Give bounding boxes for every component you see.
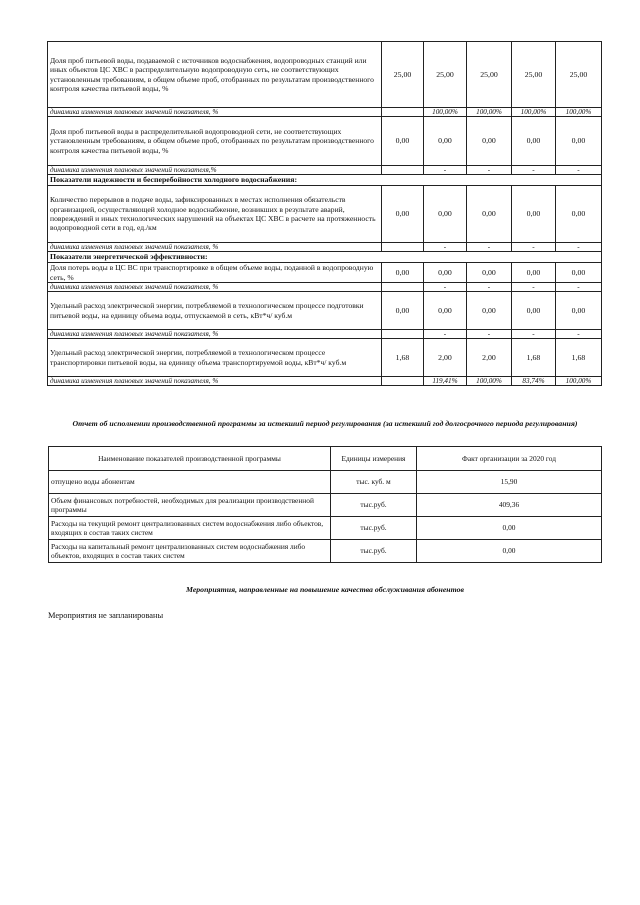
indicators-table [47,41,602,386]
header-name: Наименование показателей производственной программы [49,447,331,471]
indicator-value: 2,00 [467,339,512,377]
indicator-value: - [556,166,602,175]
indicator-description: Удельный расход электрической энергии, потребляемой в технологическом процессе транспортировки питьевой воды, на единицу объема транспортируемой воды, кВт*ч/ куб.м [48,339,382,377]
indicator-value: 100,00% [467,377,512,386]
indicator-value: 0,00 [382,117,424,166]
indicator-value: 25,00 [512,42,556,108]
dynamics-label: динамика изменения плановых значений показателя, % [48,243,382,252]
measures-note: Мероприятия не запланированы [48,611,164,620]
report-row-value: 0,00 [417,540,602,563]
report-row-name: Расходы на капитальный ремонт централизованных систем водоснабжения либо объектов, входящих в состав таких систем [49,540,331,563]
header-unit: Единицы измерения [331,447,417,471]
indicator-value: 2,00 [424,339,467,377]
indicator-value: 25,00 [556,42,602,108]
indicator-description: Доля потерь воды в ЦС ВС при транспортировке в общем объеме воды, поданной в водопроводную сеть, % [48,263,382,283]
dynamics-label: динамика изменения плановых значений показателя, % [48,108,382,117]
indicator-value: 0,00 [556,117,602,166]
report-row [49,471,602,494]
measures-title: Мероприятия, направленные на повышение качества обслуживания абонентов [186,585,464,594]
indicator-value: - [467,243,512,252]
indicator-value: - [512,330,556,339]
indicator-row [48,292,602,330]
report-row-value: 409,36 [417,494,602,517]
indicator-value: 1,68 [512,339,556,377]
indicator-value: 0,00 [424,292,467,330]
indicator-value: 0,00 [424,117,467,166]
dynamics-row [48,243,602,252]
indicator-value: 25,00 [382,42,424,108]
indicator-value: - [424,283,467,292]
dynamics-label: динамика изменения плановых значений показателя, % [48,283,382,292]
section-header-row [48,175,602,186]
indicator-value: 1,68 [556,339,602,377]
indicator-value: 100,00% [512,108,556,117]
indicator-value: 83,74% [512,377,556,386]
indicator-value [382,243,424,252]
indicator-value: - [424,166,467,175]
indicator-value: 100,00% [556,377,602,386]
indicator-value: 25,00 [467,42,512,108]
indicator-value: 0,00 [556,263,602,283]
report-row [49,540,602,563]
indicator-value: 0,00 [467,186,512,243]
dynamics-row [48,166,602,175]
report-title: Отчет об исполнении производственной программы за истекший период регулирования (за истекший год долгосрочного периода регулирования) [72,419,578,428]
indicator-value [382,108,424,117]
report-table [48,446,602,563]
indicator-value: 0,00 [424,263,467,283]
indicator-value: 100,00% [424,108,467,117]
indicator-value: - [512,166,556,175]
report-row [49,517,602,540]
indicator-row [48,263,602,283]
dynamics-row [48,108,602,117]
indicator-row [48,186,602,243]
indicator-row [48,42,602,108]
section-header-row [48,252,602,263]
report-row-unit: тыс.руб. [331,517,417,540]
indicator-value: 119,41% [424,377,467,386]
indicator-value: - [556,283,602,292]
dynamics-row [48,283,602,292]
indicator-value: - [467,283,512,292]
indicator-description: Доля проб питьевой воды, подаваемой с источников водоснабжения, водопроводных станций или иных объектов ЦС ХВС в распределительную водопроводную сеть, не соответствующих установленным требованиям, в общем объеме проб, отобранных по результатам производственного контроля качества питьевой воды, % [48,42,382,108]
indicator-value: 0,00 [467,263,512,283]
indicator-value: 0,00 [512,292,556,330]
indicator-row [48,339,602,377]
indicator-value [382,283,424,292]
indicator-description: Удельный расход электрической энергии, потребляемой в технологическом процессе подготовки питьевой воды, на единицу объема воды, отпускаемой в сеть, кВт*ч/ куб.м [48,292,382,330]
indicator-value: - [467,166,512,175]
indicator-value: 0,00 [512,263,556,283]
report-row-name: Расходы на текущий ремонт централизованных систем водоснабжения либо объектов, входящих в состав таких систем [49,517,331,540]
indicator-value: 0,00 [382,186,424,243]
report-row [49,494,602,517]
report-header-row [49,447,602,471]
indicator-value [382,166,424,175]
section-header: Показатели энергетической эффективности: [48,252,602,263]
report-row-value: 15,90 [417,471,602,494]
report-row-unit: тыс.руб. [331,540,417,563]
dynamics-label: динамика изменения плановых значений показателя, % [48,377,382,386]
indicator-value: 100,00% [467,108,512,117]
indicator-value: 0,00 [424,186,467,243]
indicator-value: 1,68 [382,339,424,377]
indicator-value: 0,00 [512,117,556,166]
indicator-value [382,330,424,339]
indicator-value: 0,00 [467,117,512,166]
section-header: Показатели надежности и бесперебойности холодного водоснабжения: [48,175,602,186]
indicator-value [382,377,424,386]
indicator-value: 0,00 [556,292,602,330]
indicator-value: - [424,243,467,252]
dynamics-row [48,330,602,339]
dynamics-label: динамика изменения плановых значений показателя,% [48,166,382,175]
indicator-value: 100,00% [556,108,602,117]
indicator-value: 0,00 [467,292,512,330]
report-row-unit: тыс.руб. [331,494,417,517]
indicator-value: - [556,330,602,339]
header-fact: Факт организации за 2020 год [417,447,602,471]
dynamics-row [48,377,602,386]
dynamics-label: динамика изменения плановых значений показателя, % [48,330,382,339]
report-row-unit: тыс. куб. м [331,471,417,494]
report-row-name: Объем финансовых потребностей, необходимых для реализации производственной программы [49,494,331,517]
indicator-value: 25,00 [424,42,467,108]
indicator-row [48,117,602,166]
indicator-value: - [467,330,512,339]
report-row-value: 0,00 [417,517,602,540]
indicator-value: 0,00 [382,263,424,283]
indicator-description: Количество перерывов в подаче воды, зафиксированных в местах исполнения обязательств организацией, осуществляющей холодное водоснабжение, возникших в результате аварий, повреждений и иных технологических нарушений на объектах ЦС ХВС в расчете на протяженность водопроводной сети в год, ед./км [48,186,382,243]
report-row-name: отпущено воды абонентам [49,471,331,494]
indicator-value: 0,00 [382,292,424,330]
indicator-description: Доля проб питьевой воды в распределительной водопроводной сети, не соответствующих установленным требованиям, в общем объеме проб, отобранных по результатам производственного контроля качества питьевой воды, % [48,117,382,166]
indicator-value: 0,00 [512,186,556,243]
indicator-value: 0,00 [556,186,602,243]
indicator-value: - [424,330,467,339]
indicator-value: - [512,283,556,292]
indicator-value: - [556,243,602,252]
indicator-value: - [512,243,556,252]
